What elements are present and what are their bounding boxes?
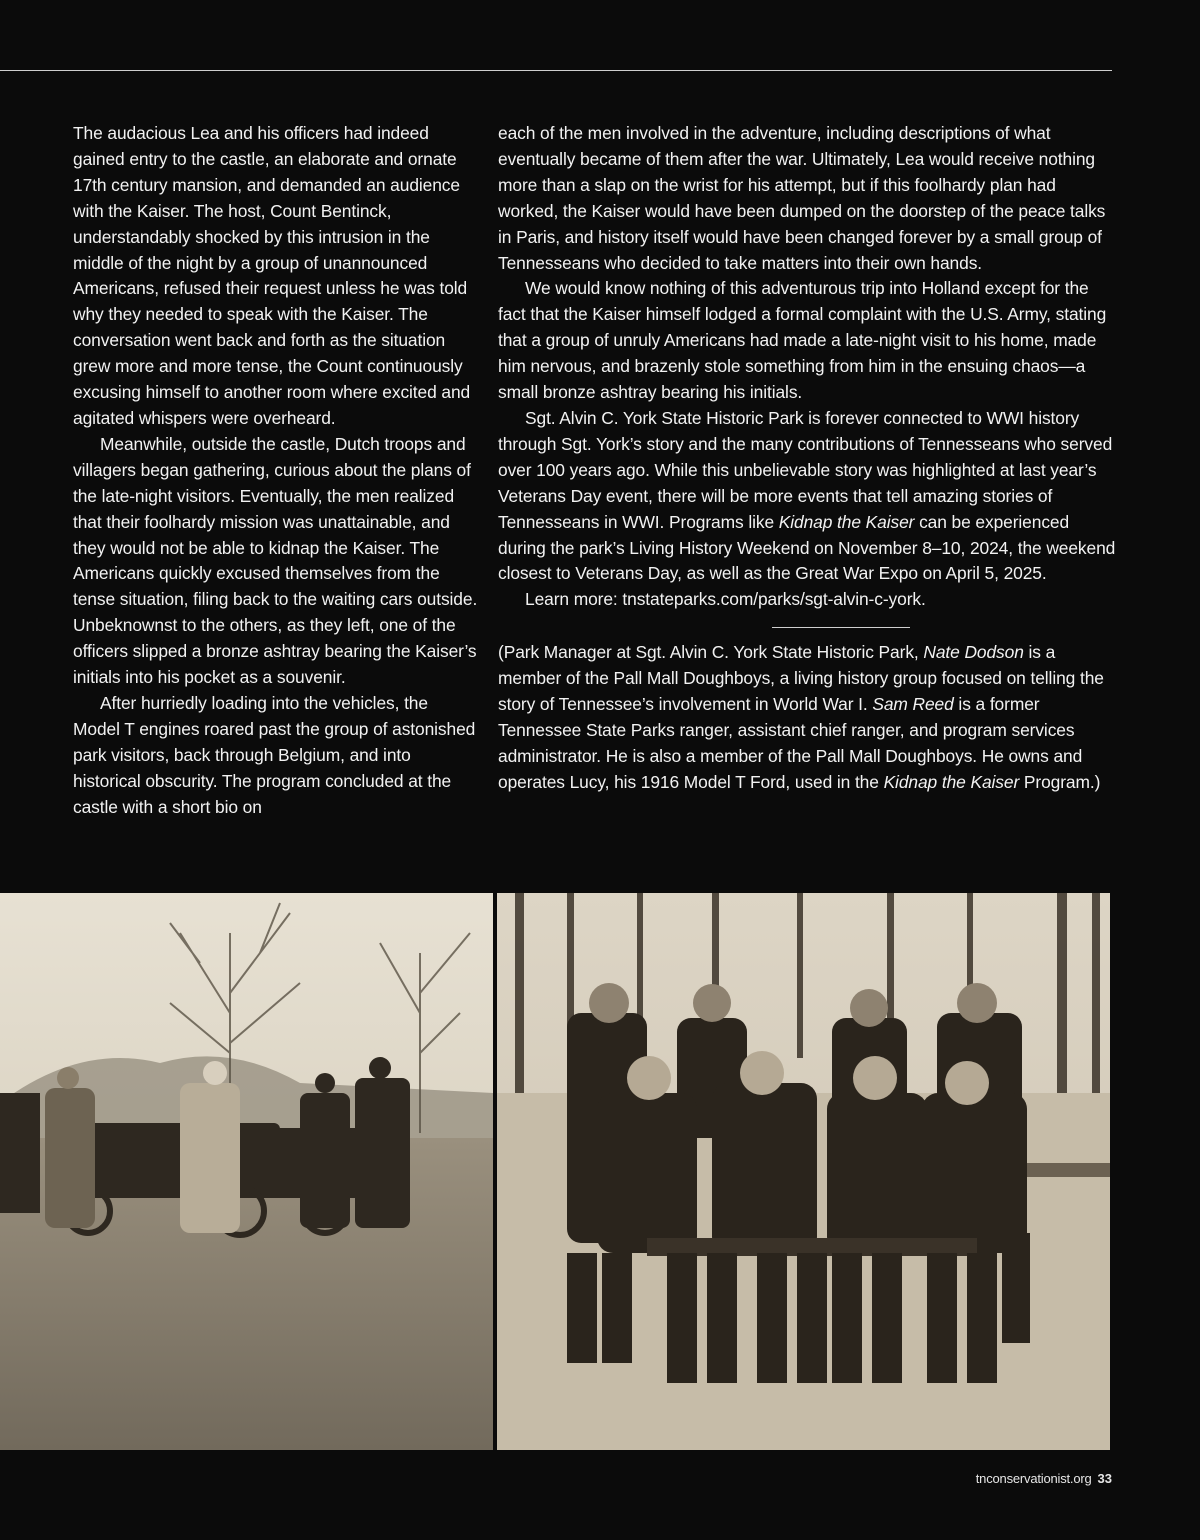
learn-more-link[interactable]: Learn more: tnstateparks.com/parks/sgt-alvin-c-york. [525, 589, 926, 610]
text-span: Program.) [1019, 771, 1101, 792]
text-span: is a former Tennessee State Parks ranger, assistant chief ranger, and program services administrator. He is also a member of the Pall Mall Doughboys. He owns and operates Lucy, his 1916 Model T Ford, used in the [498, 694, 1083, 792]
text-span: is a member of the Pall Mall Doughboys, a living history group focused on telling the story of Tennessee’s involvement in World War I. [498, 642, 1104, 715]
left-column [73, 121, 478, 820]
text-span: can be experienced during the park’s Living History Weekend on November 8–10, 2024, the weekend closest to Veterans Day, as well as the Great War Expo on April 5, 2025. [498, 511, 1116, 584]
section-divider [772, 627, 910, 628]
footer-site: tnconservationist.org [975, 1471, 1092, 1486]
paragraph: Meanwhile, outside the castle, Dutch troops and villagers began gathering, curious about the plans of the late-night visitors. Eventually, the men realized that their foolhardy mission was unattainable, and they would not be able to kidnap the Kaiser. The Americans quickly excused themselves from the tense situation, filing back to the waiting cars outside. Unbeknownst to the others, as they left, one of the officers slipped a bronze ashtray bearing the Kaiser’s initials into his pocket as a souvenir. [73, 433, 478, 688]
program-title: Kidnap the Kaiser [778, 511, 915, 532]
photo-model-t-cars [0, 893, 493, 1450]
text-span: Sgt. Alvin C. York State Historic Park is forever connected to WWI history through Sgt. York’s story and the many contributions of Tennesseans who served over 100 years ago. While this unbelievable story was highlighted at last year’s Veterans Day event, there will be more events that tell amazing stories of Tennesseans in WWI. Programs like [498, 407, 1113, 532]
author-name: Nate Dodson [923, 642, 1024, 663]
page-footer [976, 1471, 1112, 1486]
paragraph: We would know nothing of this adventurous trip into Holland except for the fact that the Kaiser himself lodged a formal complaint with the U.S. Army, stating that a group of unruly Americans had made a late-night visit to his home, made him nervous, and brazenly stole something from him in the ensuing chaos—a small bronze ashtray bearing his initials. [498, 278, 1107, 403]
text-span: (Park Manager at Sgt. Alvin C. York State Historic Park, [498, 642, 924, 663]
paragraph: The audacious Lea and his officers had indeed gained entry to the castle, an elaborate and ornate 17th century mansion, and demanded an audience with the Kaiser. The host, Count Bentinck, understandably shocked by this intrusion in the middle of the night by a group of unannounced Americans, refused their request unless he was told why they needed to speak with the Kaiser. The conversation went back and forth as the situation grew more and more tense, the Count continuously excusing himself to another room where excited and agitated whispers were overheard. [73, 123, 471, 428]
author-bio [498, 640, 1118, 795]
right-column [498, 121, 1118, 796]
program-title: Kidnap the Kaiser [883, 771, 1020, 792]
paragraph: each of the men involved in the adventure, including descriptions of what eventually became of them after the war. Ultimately, Lea would receive nothing more than a slap on the wrist for his attempt, but if this foolhardy plan had worked, the Kaiser would have been dumped on the doorstep of the peace talks in Paris, and history itself would have been changed forever by a small group of Tennesseans who decided to take matters into their own hands. [498, 123, 1106, 273]
photo-soldiers-group [497, 893, 1110, 1450]
paragraph: After hurriedly loading into the vehicles, the Model T engines roared past the group of astonished park visitors, back through Belgium, and into historical obscurity. The program concluded at the castle with a short bio on [73, 692, 476, 817]
page-number: 33 [1097, 1471, 1112, 1486]
top-rule [0, 70, 1112, 71]
author-name: Sam Reed [872, 694, 954, 715]
paragraph [498, 406, 1118, 587]
